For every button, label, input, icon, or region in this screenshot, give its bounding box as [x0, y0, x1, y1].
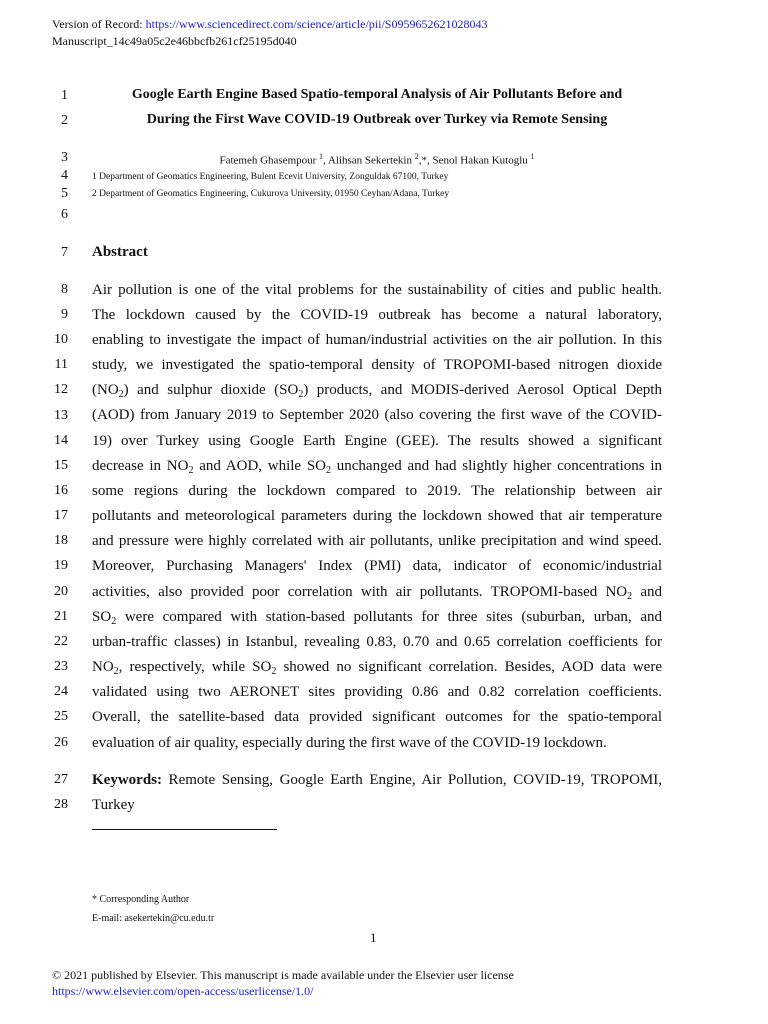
line-number: 8 — [61, 282, 68, 297]
author-1-affiliation: 1 — [319, 152, 324, 161]
line-number: 24 — [54, 684, 68, 699]
abstract-line: Overall, the satellite-based data provided significant outcomes for the spatio-temporal — [92, 709, 662, 725]
line-number: 9 — [61, 307, 68, 322]
author-3-affiliation: 1 — [530, 152, 535, 161]
version-label: Version of Record: — [52, 17, 146, 31]
abstract-line: evaluation of air quality, especially during the first wave of the COVID-19 lockdown. — [92, 735, 607, 751]
line-number: 21 — [54, 609, 68, 624]
abstract-line: and pressure were highly correlated with air pollutants, unlike precipitation and wind speed. — [92, 533, 662, 549]
line-number: 13 — [54, 408, 68, 423]
line-number: 17 — [54, 508, 68, 523]
abstract-line: enabling to investigate the impact of human/industrial activities on the air pollution. In this — [92, 332, 662, 348]
line-number: 18 — [54, 533, 68, 548]
corresponding-author-note: * Corresponding Author — [92, 894, 190, 905]
abstract-line: urban-traffic classes) in Istanbul, revealing 0.83, 0.70 and 0.65 correlation coefficients for — [92, 634, 662, 650]
line-number: 6 — [61, 207, 68, 222]
abstract-line: Moreover, Purchasing Managers' Index (PMI) data, indicator of economic/industrial — [92, 558, 662, 574]
footnote-divider — [92, 829, 277, 830]
license-url-link[interactable]: https://www.elsevier.com/open-access/userlicense/1.0/ — [52, 984, 314, 998]
line-number: 14 — [54, 433, 68, 448]
line-number: 3 — [61, 150, 68, 165]
line-number: 19 — [54, 558, 68, 573]
line-number: 15 — [54, 458, 68, 473]
line-number: 23 — [54, 659, 68, 674]
copyright-notice: © 2021 published by Elsevier. This manuscript is made available under the Elsevier user license — [52, 968, 514, 982]
line-number: 2 — [61, 113, 68, 128]
author-list — [92, 150, 662, 168]
line-number: 10 — [54, 332, 68, 347]
abstract-line: The lockdown caused by the COVID-19 outbreak has become a natural laboratory, — [92, 307, 662, 323]
page-number: 1 — [370, 930, 377, 945]
line-number: 20 — [54, 584, 68, 599]
line-number: 28 — [54, 797, 68, 812]
version-of-record — [52, 17, 487, 31]
line-number: 1 — [61, 88, 68, 103]
keywords-list: Remote Sensing, Google Earth Engine, Air Pollution, COVID-19, TROPOMI, — [162, 772, 662, 788]
line-number: 25 — [54, 709, 68, 724]
line-number: 4 — [61, 168, 68, 183]
affiliation-2: 2 Department of Geomatics Engineering, Cukurova University, 01950 Ceyhan/Adana, Turkey — [92, 189, 450, 199]
line-number: 22 — [54, 634, 68, 649]
abstract-line: validated using two AERONET sites providing 0.86 and 0.82 correlation coefficients. — [92, 684, 662, 700]
corresponding-mark: ,* — [418, 154, 427, 167]
abstract-line: $NO_2$, respectively, while $SO_2$ showed no significant correlation. Besides, AOD data were — [92, 659, 662, 677]
paper-title-line-1: Google Earth Engine Based Spatio-temporal Analysis of Air Pollutants Before and — [131, 87, 623, 102]
abstract-line: $SO_2$ were compared with station-based pollutants for three sites (suburban, urban, and — [92, 609, 662, 627]
keywords-label: Keywords: — [92, 772, 162, 788]
abstract-line: (AOD) from January 2019 to September 2020 (also covering the first wave of the COVID- — [92, 407, 662, 423]
abstract-line: $(NO_2)$ and sulphur dioxide $(SO_2)$ products, and MODIS-derived Aerosol Optical Depth — [92, 382, 662, 400]
abstract-line: study, we investigated the spatio-temporal density of TROPOMI-based nitrogen dioxide — [92, 357, 662, 373]
abstract-heading: Abstract — [92, 244, 148, 260]
paper-title-line-2: During the First Wave COVID-19 Outbreak over Turkey via Remote Sensing — [146, 112, 608, 127]
line-number: 27 — [54, 772, 68, 787]
author-2-affiliation: 2 — [414, 152, 419, 161]
author-3: , Senol Hakan Kutoglu — [426, 154, 531, 167]
abstract-line: activities, also provided poor correlation with air pollutants. TROPOMI-based $NO_2$ and — [92, 584, 662, 602]
manuscript-id: Manuscript_14c49a05c2e46bbcfb261cf25195d040 — [52, 34, 297, 48]
author-2: , Alihsan Sekertekin — [323, 154, 415, 167]
abstract-line: Air pollution is one of the vital problems for the sustainability of cities and public health. — [92, 282, 662, 298]
version-url-link[interactable]: https://www.sciencedirect.com/science/article/pii/S0959652621028043 — [145, 17, 488, 31]
abstract-line: decrease in $NO_2$ and AOD, while $SO_2$ unchanged and had slightly higher concentrations in — [92, 458, 663, 476]
keywords-line-2: Turkey — [92, 797, 135, 813]
keywords-line — [92, 771, 662, 789]
abstract-line: 19) over Turkey using Google Earth Engine (GEE). The results showed a significant — [92, 433, 662, 449]
line-number: 12 — [54, 382, 68, 397]
line-number: 16 — [54, 483, 68, 498]
line-number: 5 — [61, 186, 68, 201]
line-number: 11 — [54, 357, 68, 372]
line-number: 7 — [61, 245, 68, 260]
abstract-line: some regions during the lockdown compared to 2019. The relationship between air — [92, 483, 662, 499]
license-line — [52, 984, 313, 998]
corresponding-email: E-mail: asekertekin@cu.edu.tr — [92, 913, 215, 924]
abstract-line: pollutants and meteorological parameters during the lockdown showed that air temperature — [92, 508, 662, 524]
author-1: Fatemeh Ghasempour — [219, 154, 320, 167]
line-number: 26 — [54, 735, 68, 750]
affiliation-1: 1 Department of Geomatics Engineering, Bulent Ecevit University, Zonguldak 67100, Turkey — [92, 172, 449, 182]
